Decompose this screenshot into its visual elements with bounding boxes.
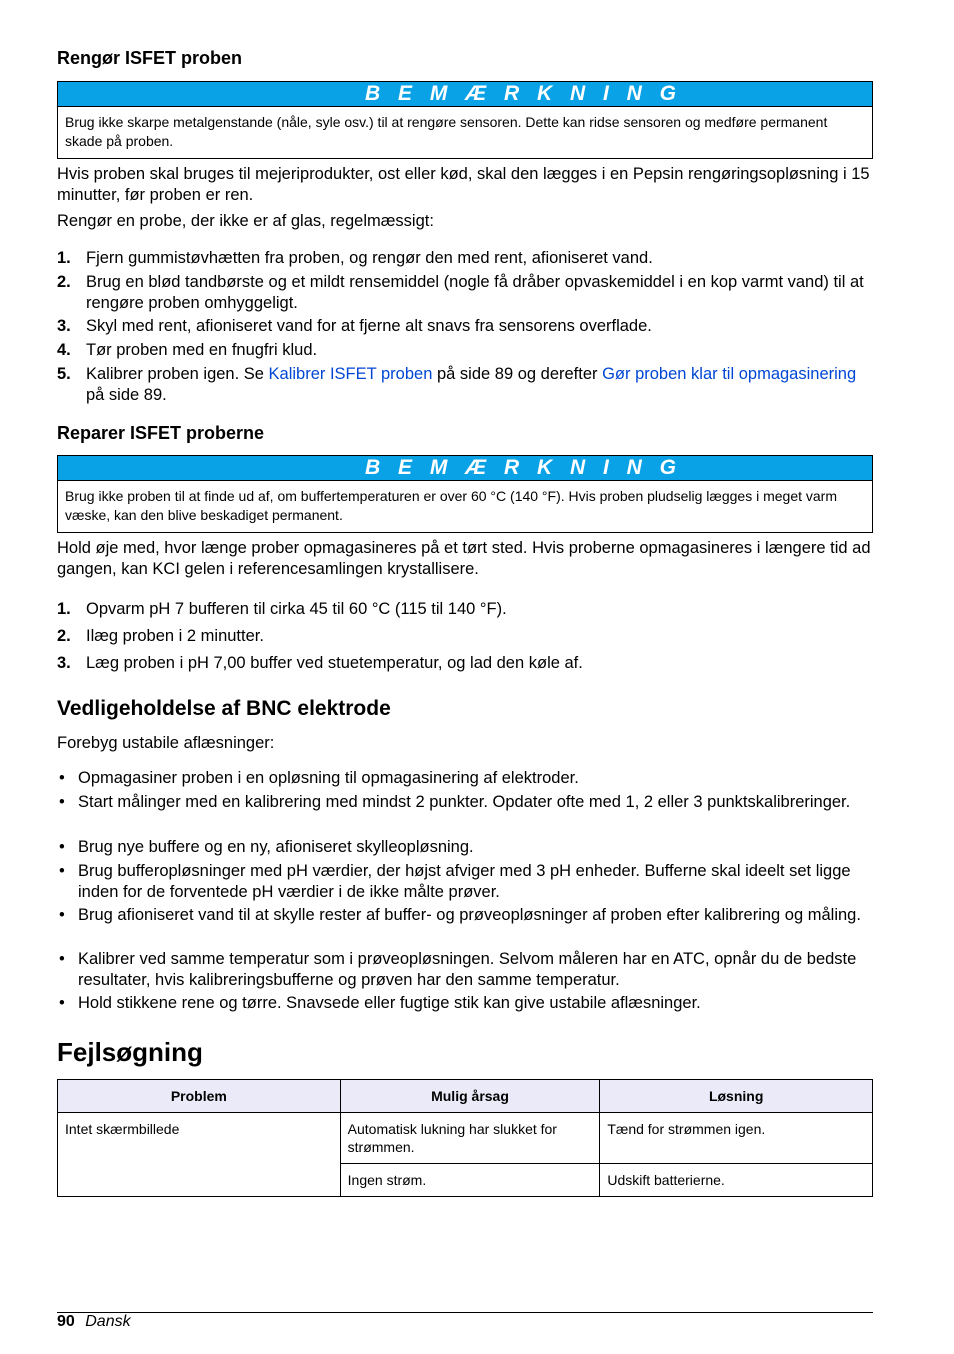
paragraph: Hold øje med, hvor længe prober opmagasineres på et tørt sted. Hvis proberne opmagasineres i længere tid ad gangen, kan KCI gelen i referencesamlingen krystallisere. [57, 539, 871, 578]
notice-box [57, 455, 873, 533]
step-text: Ilæg proben i 2 minutter. [86, 627, 264, 645]
step-number: 3. [57, 654, 71, 672]
bullet-text: Start målinger med en kalibrering med mindst 2 punkter. Opdater ofte med 1, 2 eller 3 punktskalibreringer. [78, 793, 851, 811]
table-cell-cause: Automatisk lukning har slukket for strømmen. [340, 1113, 600, 1164]
table-cell-cause: Ingen strøm. [340, 1164, 600, 1197]
bullet: • [59, 994, 65, 1012]
troubleshooting-table [57, 1079, 873, 1197]
step-number: 4. [57, 341, 71, 359]
section-heading-troubleshooting: Fejlsøgning [57, 1037, 203, 1067]
table-header-row [58, 1080, 873, 1113]
bullet: • [59, 950, 65, 968]
step-text: Fjern gummistøvhætten fra proben, og rengør den med rent, afioniseret vand. [86, 249, 653, 267]
bullet-text: Brug nye buffere og en ny, afioniseret skylleopløsning. [78, 838, 474, 856]
step-text: Læg proben i pH 7,00 buffer ved stuetemperatur, og lad den køle af. [86, 654, 583, 672]
page-footer [57, 1313, 131, 1331]
section-heading-bnc: Vedligeholdelse af BNC elektrode [57, 697, 391, 720]
notice-text: Brug ikke skarpe metalgenstande (nåle, syle osv.) til at rengøre sensoren. Dette kan ridse sensoren og medføre permanent skade på proben. [65, 114, 828, 149]
bullet-text: Brug afioniseret vand til at skylle rester af buffer- og prøveopløsninger af proben efter kalibrering og måling. [78, 906, 861, 924]
bullet-text: Hold stikkene rene og tørre. Snavsede eller fugtige stik kan give ustabile aflæsninger. [78, 994, 701, 1012]
paragraph: Hvis proben skal bruges til mejeriprodukter, ost eller kød, skal den lægges i en Pepsin rengøringsopløsning i 15 minutter, før proben er ren. [57, 165, 870, 204]
step-number: 1. [57, 249, 71, 267]
notice-title: B E M Æ R K N I N G [58, 82, 872, 107]
step-text-part: på side 89. [86, 386, 167, 404]
step-number: 3. [57, 317, 71, 335]
link-calibrate-isfet[interactable]: Kalibrer ISFET proben [268, 365, 433, 383]
step-text: Tør proben med en fnugfri klud. [86, 341, 318, 359]
table-cell-solution: Udskift batterierne. [600, 1164, 873, 1197]
step-number: 5. [57, 365, 71, 383]
bullet: • [59, 769, 65, 787]
column-header: Mulig årsag [340, 1080, 600, 1113]
bullet-text: Opmagasiner proben i en opløsning til opmagasinering af elektroder. [78, 769, 579, 787]
step-number: 2. [57, 627, 71, 645]
bullet: • [59, 906, 65, 924]
bullet-text: Brug bufferopløsninger med pH værdier, der højst afviger med 3 pH enheder. Bufferne skal ideelt set ligge inden for de forventede pH værdier i de ikke målte prøver. [78, 862, 851, 901]
bullet: • [59, 793, 65, 811]
link-prepare-storage[interactable]: Gør proben klar til opmagasinering [602, 365, 857, 383]
table-cell-solution: Tænd for strømmen igen. [600, 1113, 873, 1164]
bullet-text: Kalibrer ved samme temperatur som i prøveopløsningen. Selvom måleren har en ATC, opnår du de bedste resultater, hvis kalibreringsbufferne og prøven har den samme temperatur. [78, 950, 857, 989]
step-text: Skyl med rent, afioniseret vand for at fjerne alt snavs fra sensorens overflade. [86, 317, 652, 335]
step-text-part: på side 89 og derefter [432, 365, 603, 383]
footer-divider [57, 1312, 873, 1313]
step-text [86, 364, 866, 406]
notice-text: Brug ikke proben til at finde ud af, om buffertemperaturen er over 60 °C (140 °F). Hvis proben pludselig lægges i meget varm væske, kan den blive beskadiget permanent. [65, 488, 837, 523]
page-number: 90 [57, 1313, 75, 1330]
column-header: Løsning [600, 1080, 873, 1113]
step-text: Opvarm pH 7 bufferen til cirka 45 til 60 °C (115 til 140 °F). [86, 600, 507, 618]
column-header: Problem [58, 1080, 341, 1113]
section-heading-clean-isfet: Rengør ISFET proben [57, 48, 243, 68]
table-cell-problem: Intet skærmbillede [58, 1113, 341, 1197]
notice-title: B E M Æ R K N I N G [58, 456, 872, 481]
footer-language: Dansk [85, 1313, 131, 1330]
notice-box [57, 81, 873, 159]
bullet: • [59, 862, 65, 880]
step-number: 1. [57, 600, 71, 618]
step-text-part: Kalibrer proben igen. Se [86, 365, 269, 383]
paragraph: Rengør en probe, der ikke er af glas, regelmæssigt: [57, 212, 434, 230]
paragraph: Forebyg ustabile aflæsninger: [57, 734, 275, 752]
section-heading-repair-isfet: Reparer ISFET proberne [57, 423, 265, 443]
step-text: Brug en blød tandbørste og et mildt rensemiddel (nogle få dråber opvaskemiddel i en kop varmt vand) til at rengøre proben omhyggeligt. [86, 273, 864, 312]
table-row [58, 1113, 873, 1164]
step-number: 2. [57, 273, 71, 291]
bullet: • [59, 838, 65, 856]
